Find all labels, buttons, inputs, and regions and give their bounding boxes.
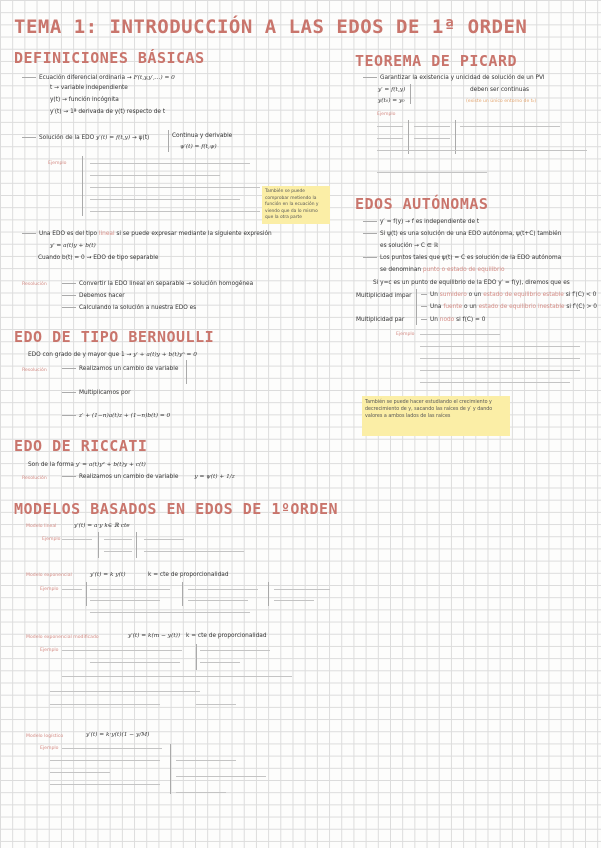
y-line: y(t) → función incógnita <box>50 97 119 103</box>
comprobar-sticky-note: También se puede comprobar metiendo la función en la ecuación y viendo que da lo mismo que la otra parte <box>262 186 330 224</box>
riccati-step-1: Realizamos un cambio de variable y = ψ(t) + 1/z <box>62 473 235 481</box>
bernoulli-step-1: Realizamos un cambio de variable <box>62 365 179 373</box>
res-step-1: Convertir la EDO lineal en separable → solución homogénea <box>62 280 253 288</box>
picard-heading: TEOREMA DE PICARD <box>355 52 518 70</box>
riccati-intro: Son de la forma y′ = a(t)y² + b(t)y + c(t) <box>28 462 146 468</box>
page-title: TEMA 1: INTRODUCCIÓN A LAS EDOS DE 1ª ORDEN <box>14 16 528 38</box>
continua-label: Continua y derivable <box>172 133 233 139</box>
ejemplo-label: Ejemplo <box>48 161 67 166</box>
modelo-lineal-expr: y′(t) = a·y k∈ ℝ cte <box>74 523 130 529</box>
modelo-modificado-label: Modelo exponencial modificado <box>26 635 99 640</box>
bernoulli-step-2: Multiplicamos por <box>62 389 130 397</box>
riccati-heading: EDO DE RICCATI <box>14 437 148 455</box>
impar-sumidero: Un sumidero o un estado de equilibrio estable si f′(C) < 0 <box>421 291 596 299</box>
autonomas-line-1: y′ = f(y) → f es independiente de t <box>363 218 479 226</box>
modelo-exponencial-expr: y′(t) = k y(t) <box>90 572 126 578</box>
modelo-exponencial-label: Modelo exponencial <box>26 573 72 578</box>
yprime-line: y′(t) → 1ª derivada de y(t) respecto de t <box>50 109 166 115</box>
crecimiento-sticky-note: También se puede hacer estudiando el crecimiento y decrecimiento de y, sacando las raíces de y′ y dando valores a ambos lados de las raíces <box>362 396 510 436</box>
bernoulli-resolucion-label: Resolución <box>22 368 47 373</box>
bernoulli-step-3: z′ + (1−n)a(t)z + (1−n)b(t) = 0 <box>62 412 170 420</box>
definiciones-heading: DEFINICIONES BÁSICAS <box>14 49 205 67</box>
picard-line-3: y(t₀) = y₀ <box>378 98 405 104</box>
autonomas-ejemplo-label: Ejemplo <box>396 332 415 337</box>
resolucion-label: Resolución <box>22 282 47 287</box>
autonomas-line-2: Si ψ(t) es una solución de una EDO autónoma, ψ(t+C) también <box>363 230 561 238</box>
par-nodo: Un nodo si f(C) = 0 <box>421 316 485 324</box>
lineal-ejemplo-label: Ejemplo <box>42 537 61 542</box>
impar-fuente: Una fuente o un estado de equilibrio inestable si f′(C) > 0 <box>421 303 597 311</box>
multiplicidad-impar-label: Multiplicidad impar <box>356 293 412 299</box>
bernoulli-heading: EDO DE TIPO BERNOULLI <box>14 328 215 346</box>
autonomas-line-6: Si y=c es un punto de equilibrio de la EDO y′ = f(y), diremos que es <box>373 280 570 286</box>
modelos-heading: MODELOS BASADOS EN EDOS DE 1ºORDEN <box>14 500 339 518</box>
picard-line-2a: y′ = f(t,y) <box>378 87 406 93</box>
autonomas-line-5: se denominan punto o estado de equilibrio <box>380 267 505 273</box>
multiplicidad-par-label: Multiplicidad par <box>356 317 405 323</box>
modelo-logistico-expr: y′(t) = k·y(t)(1 − y/M) <box>86 732 150 738</box>
logistico-ejemplo-label: Ejemplo <box>40 746 59 751</box>
lineal-def: Una EDO es del tipo lineal si se puede expresar mediante la siguiente expresión <box>22 230 272 238</box>
cuando-line: Cuando b(t) = 0 → EDO de tipo separable <box>38 255 159 261</box>
continua-expr: ψ′(t) = f(t,ψ) <box>180 144 217 150</box>
bernoulli-intro: EDO con grado de y mayor que 1 → y′ + a(t)y + b(t)yⁿ = 0 <box>28 352 197 358</box>
t-line: t → variable independiente <box>50 85 128 91</box>
edo-definition: Ecuación diferencial ordinaria → F(t,y,y′,...) = 0 <box>22 74 175 82</box>
modelo-modificado-k: k = cte de proporcionalidad <box>186 633 267 639</box>
riccati-resolucion-label: Resolución <box>22 476 47 481</box>
modelo-modificado-expr: y′(t) = k(m − y(t)) <box>128 633 181 639</box>
exponencial-ejemplo-label: Ejemplo <box>40 587 59 592</box>
autonomas-line-3: es solución → C ∈ ℝ <box>380 243 439 249</box>
autonomas-heading: EDOS AUTÓNOMAS <box>355 195 489 213</box>
res-step-3: Calculando la solución a nuestra EDO es <box>62 304 196 312</box>
modelo-lineal-label: Modelo lineal <box>26 524 57 529</box>
solucion-line: Solución de la EDO y′(t) = f(t,y) → ψ(t) <box>22 134 149 142</box>
picard-line-1: Garantizar la existencia y unicidad de solución de un PVI <box>363 74 545 82</box>
autonomas-line-4: Los puntos tales que ψ(t) = C es solución de la EDO autónoma <box>363 254 561 262</box>
modificado-ejemplo-label: Ejemplo <box>40 648 59 653</box>
lineal-expr: y′ = a(t)y + b(t) <box>50 243 96 249</box>
picard-line-2b: deben ser continuas <box>470 87 530 93</box>
res-step-2: Debemos hacer <box>62 292 125 300</box>
picard-line-4: (existe un único entorno de t₀) <box>466 99 537 104</box>
modelo-logistico-label: Modelo logístico <box>26 734 64 739</box>
modelo-exponencial-k: k = cte de proporcionalidad <box>148 572 229 578</box>
picard-ejemplo-label: Ejemplo <box>377 112 396 117</box>
